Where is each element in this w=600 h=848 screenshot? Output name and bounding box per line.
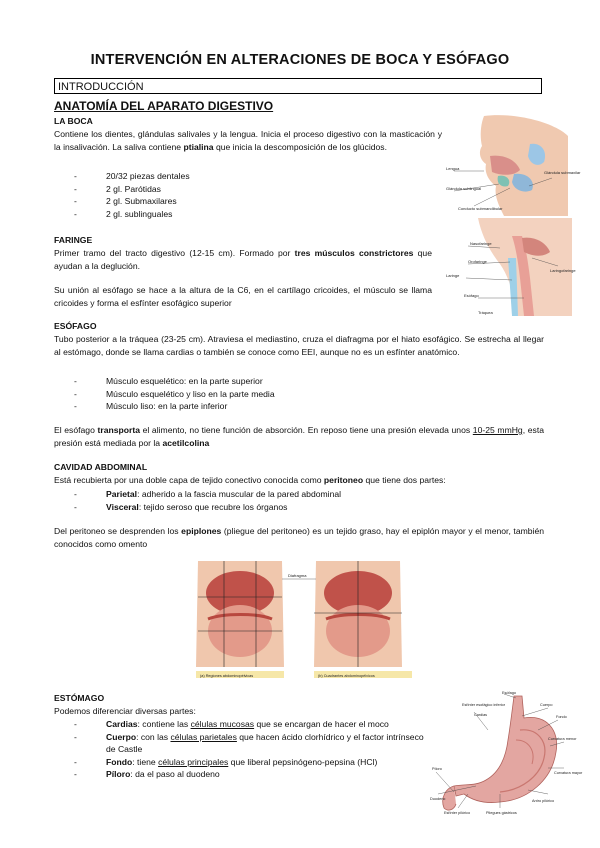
faringe-heading: FARINGE	[54, 235, 93, 245]
cavidad-paragraph-1: Está recubierta por una doble capa de tejido conectivo conocida como peritoneo que tiene dos partes:	[54, 475, 446, 485]
stomach-label: Esfínter pilórico	[444, 811, 471, 815]
faringe-paragraph-2: Su unión al esófago se hace a la altura de la C6, en el cartílago cricoides, el músculo se llama cricoides y forma el esfínter esofágico superior	[54, 285, 432, 308]
stomach-label: Cardias	[474, 713, 488, 717]
list-item: - Cardias: contiene las células mucosas que se encargan de hacer el moco	[74, 718, 424, 731]
stomach-label: Curvatura mayor	[554, 771, 583, 775]
list-item: - Visceral: tejido seroso que recubre los órganos	[74, 501, 341, 514]
pharynx-label: Laringe	[446, 273, 460, 278]
intro-section-box	[54, 78, 542, 94]
abdomen-caption: (a) Regiones abdominopélvicas	[200, 674, 254, 678]
list-item: - Músculo liso: en la parte inferior	[74, 400, 275, 413]
estomago-intro: Podemos diferenciar diversas partes:	[54, 706, 196, 716]
faringe-paragraph-1: Primer tramo del tracto digestivo (12-15 cm). Formado por tres músculos constrictores que ayudan a la deglución.	[54, 248, 432, 271]
list-item: - 2 gl. Submaxilares	[74, 195, 190, 208]
pharynx-label: Tráquea	[478, 310, 493, 315]
stomach-anatomy-illustration	[428, 690, 582, 820]
list-item: - 2 gl. Parótidas	[74, 183, 190, 196]
head-label: Glándula submaxilar	[544, 170, 581, 175]
stomach-label: Antro pilórico	[532, 799, 555, 803]
list-item: - Parietal: adherido a la fascia muscular de la pared abdominal	[74, 488, 341, 501]
stomach-label: Fondo	[556, 715, 567, 719]
esofago-list	[74, 375, 275, 413]
stomach-label: Curvatura menor	[548, 737, 577, 741]
boca-list	[74, 170, 190, 220]
page-title: INTERVENCIÓN EN ALTERACIONES DE BOCA Y ESÓFAGO	[90, 52, 510, 68]
head-label: Lengua	[446, 166, 460, 171]
cavidad-heading: CAVIDAD ABDOMINAL	[54, 462, 148, 472]
cavidad-list	[74, 488, 341, 513]
list-item: - 2 gl. sublinguales	[74, 208, 190, 221]
esofago-paragraph-1: Tubo posterior a la tráquea (23-25 cm). Atraviesa el mediastino, cruza el diafragma por el hiato esofágico. Se estrecha al llegar al estómago, donde se llama cardias o también se conoce como EEI, aunque no es un esfínter anatómico.	[54, 334, 544, 357]
abdominal-regions-illustration	[178, 553, 414, 683]
list-item: - Píloro: da el paso al duodeno	[74, 768, 424, 781]
cavidad-paragraph-2: Del peritoneo se desprenden los epiplones (pliegue del peritoneo) es un tejido graso, hay el epiplón mayor y el menor, también conocidos como omento	[54, 526, 545, 549]
stomach-label: Cuerpo	[540, 703, 553, 707]
intro-label: INTRODUCCIÓN	[58, 81, 144, 93]
stomach-label: Pliegues gástricos	[486, 811, 517, 815]
abdomen-caption: (b) Cuadrantes abdominopélvicos	[318, 674, 375, 678]
head-label: Conducto submandibular	[458, 206, 503, 211]
stomach-label: Píloro	[432, 767, 442, 771]
esofago-paragraph-2: El esófago transporta el alimento, no tiene función de absorción. En reposo tiene una presión elevada unos 10-25 mmHg, esta presión está mediada por la acetilcolina	[54, 425, 544, 448]
stomach-label: Esfínter esofágico inferior	[462, 703, 506, 707]
anatomy-title: ANATOMÍA DEL APARATO DIGESTIVO	[54, 99, 274, 113]
list-item: - 20/32 piezas dentales	[74, 170, 190, 183]
head-label: Glándula sublingual	[446, 186, 482, 191]
esofago-heading: ESÓFAGO	[54, 321, 97, 331]
boca-heading: LA BOCA	[54, 116, 93, 126]
list-item: - Músculo esquelético: en la parte superior	[74, 375, 275, 388]
pharynx-label: Esófago	[464, 293, 479, 298]
list-item: - Fondo: tiene células principales que liberal pepsinógeno-pepsina (HCl)	[74, 756, 424, 769]
stomach-label: Duodeno	[430, 797, 446, 801]
pharynx-label: Nasofaringe	[470, 241, 492, 246]
list-item: - Músculo esquelético y liso en la parte media	[74, 388, 275, 401]
list-item: - Cuerpo: con las células parietales que hacen ácido clorhídrico y el factor intrínseco de Castle	[74, 731, 424, 756]
pharynx-label: Orofaringe	[468, 259, 487, 264]
pharynx-anatomy-illustration	[438, 218, 576, 316]
mouth-anatomy-illustration	[444, 116, 581, 216]
estomago-heading: ESTÓMAGO	[54, 693, 105, 703]
stomach-label: Esófago	[502, 691, 516, 695]
abdomen-label: Diafragma	[288, 573, 307, 578]
boca-paragraph: Contiene los dientes, glándulas salivales y la lengua. Inicia el proceso digestivo con la masticación y la insalivación. La saliva contiene ptialina que inicia la descomposición de los glúcidos.	[54, 129, 442, 152]
pharynx-label: Laringofaringe	[550, 268, 576, 273]
estomago-list	[74, 718, 424, 781]
